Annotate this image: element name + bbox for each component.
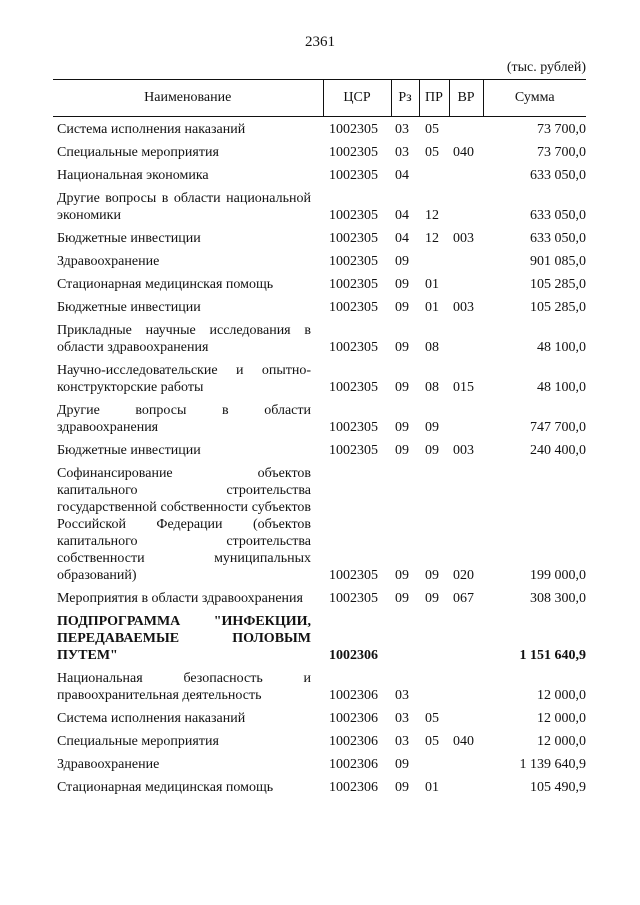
cell-rz: 04 <box>395 231 409 246</box>
cell-sum: 199 000,0 <box>530 568 586 583</box>
cell-sum: 901 085,0 <box>530 254 586 269</box>
cell-name: Другие вопросы в области национальной экономики <box>57 191 311 223</box>
cell-vr <box>449 247 483 270</box>
cell-rz: 04 <box>395 168 409 183</box>
cell-name: Стационарная медицинская помощь <box>57 277 274 292</box>
cell-vr <box>449 184 483 224</box>
cell-rz: 09 <box>395 300 409 315</box>
cell-name: Здравоохранение <box>57 254 160 269</box>
cell-vr: 003 <box>453 300 474 315</box>
cell-csr: 1002305 <box>329 277 378 292</box>
cell-rz: 04 <box>395 208 409 223</box>
table-row <box>53 607 586 664</box>
table-row <box>53 247 586 270</box>
cell-rz: 09 <box>395 568 409 583</box>
column-header-csr: ЦСР <box>323 80 391 117</box>
cell-csr: 1002305 <box>329 300 378 315</box>
cell-sum: 633 050,0 <box>530 208 586 223</box>
cell-vr <box>449 704 483 727</box>
cell-vr <box>449 396 483 436</box>
cell-sum: 105 490,9 <box>530 780 586 795</box>
cell-vr <box>449 316 483 356</box>
cell-pr: 05 <box>425 734 439 749</box>
budget-table <box>53 79 586 796</box>
cell-pr: 09 <box>425 443 439 458</box>
cell-name: Специальные мероприятия <box>57 145 219 160</box>
cell-csr: 1002306 <box>329 734 378 749</box>
cell-vr <box>449 664 483 704</box>
cell-name: Национальная безопасность и правоохранительная деятельность <box>57 671 311 703</box>
cell-sum: 308 300,0 <box>530 591 586 606</box>
cell-sum: 240 400,0 <box>530 443 586 458</box>
cell-name: Другие вопросы в области здравоохранения <box>57 403 311 435</box>
cell-vr: 040 <box>453 734 474 749</box>
cell-pr <box>419 247 449 270</box>
cell-rz: 03 <box>395 734 409 749</box>
cell-csr: 1002305 <box>329 568 378 583</box>
cell-csr: 1002305 <box>329 380 378 395</box>
cell-rz: 09 <box>395 591 409 606</box>
column-header-vr: ВР <box>449 80 483 117</box>
cell-pr: 08 <box>425 340 439 355</box>
cell-name: Софинансирование объектов капитального строительства государственной собственности субъектов Российской Федерации (объектов капитального строительства собственности муниципальных образований) <box>57 466 311 583</box>
table-row <box>53 161 586 184</box>
cell-pr <box>419 607 449 664</box>
cell-vr <box>449 270 483 293</box>
cell-rz: 03 <box>395 688 409 703</box>
cell-pr: 05 <box>425 122 439 137</box>
cell-sum: 12 000,0 <box>537 711 586 726</box>
units-note: (тыс. рублей) <box>506 60 586 75</box>
table-row <box>53 224 586 247</box>
table-row <box>53 138 586 161</box>
cell-csr: 1002306 <box>329 780 378 795</box>
table-row <box>53 270 586 293</box>
cell-name: Система исполнения наказаний <box>57 711 246 726</box>
cell-rz: 09 <box>395 277 409 292</box>
cell-rz <box>391 607 419 664</box>
cell-sum: 633 050,0 <box>530 168 586 183</box>
table-row <box>53 664 586 704</box>
cell-csr: 1002305 <box>329 122 378 137</box>
cell-pr: 08 <box>425 380 439 395</box>
cell-sum: 105 285,0 <box>530 277 586 292</box>
cell-vr: 020 <box>453 568 474 583</box>
cell-vr: 003 <box>453 231 474 246</box>
page-number: 2361 <box>305 34 335 50</box>
cell-rz: 03 <box>395 122 409 137</box>
cell-vr <box>449 607 483 664</box>
table-row <box>53 356 586 396</box>
cell-name: Система исполнения наказаний <box>57 122 246 137</box>
cell-name: ПОДПРОГРАММА "ИНФЕКЦИИ, ПЕРЕДАВАЕМЫЕ ПОЛОВЫМ ПУТЕМ" <box>57 614 311 663</box>
cell-name: Специальные мероприятия <box>57 734 219 749</box>
cell-name: Мероприятия в области здравоохранения <box>57 591 303 606</box>
cell-pr: 05 <box>425 711 439 726</box>
cell-csr: 1002305 <box>329 145 378 160</box>
cell-pr: 01 <box>425 277 439 292</box>
cell-csr: 1002306 <box>329 757 378 772</box>
cell-csr: 1002305 <box>329 420 378 435</box>
table-row <box>53 184 586 224</box>
cell-name: Здравоохранение <box>57 757 160 772</box>
cell-sum: 1 139 640,9 <box>519 757 586 772</box>
cell-vr <box>449 161 483 184</box>
cell-name: Бюджетные инвестиции <box>57 231 201 246</box>
cell-vr: 067 <box>453 591 474 606</box>
header-row <box>53 80 586 117</box>
cell-rz: 09 <box>395 757 409 772</box>
cell-pr: 09 <box>425 591 439 606</box>
cell-csr: 1002306 <box>329 711 378 726</box>
cell-pr: 05 <box>425 145 439 160</box>
column-header-name: Наименование <box>53 80 323 117</box>
cell-vr: 015 <box>453 380 474 395</box>
cell-sum: 48 100,0 <box>537 340 586 355</box>
cell-pr: 09 <box>425 568 439 583</box>
column-header-sum: Сумма <box>483 80 586 117</box>
cell-rz: 09 <box>395 443 409 458</box>
table-row <box>53 117 586 139</box>
cell-name: Бюджетные инвестиции <box>57 300 201 315</box>
column-header-rz: Рз <box>391 80 419 117</box>
column-header-pr: ПР <box>419 80 449 117</box>
table-row <box>53 316 586 356</box>
table-row <box>53 704 586 727</box>
cell-rz: 09 <box>395 420 409 435</box>
table-row <box>53 436 586 459</box>
cell-sum: 12 000,0 <box>537 688 586 703</box>
cell-sum: 105 285,0 <box>530 300 586 315</box>
cell-csr: 1002305 <box>329 168 378 183</box>
cell-vr <box>449 773 483 796</box>
cell-sum: 1 151 640,9 <box>519 648 586 663</box>
cell-sum: 12 000,0 <box>537 734 586 749</box>
cell-sum: 633 050,0 <box>530 231 586 246</box>
cell-rz: 09 <box>395 254 409 269</box>
cell-sum: 48 100,0 <box>537 380 586 395</box>
cell-vr <box>449 750 483 773</box>
cell-vr: 003 <box>453 443 474 458</box>
cell-pr: 12 <box>425 231 439 246</box>
cell-rz: 03 <box>395 145 409 160</box>
cell-pr <box>419 750 449 773</box>
table-row <box>53 773 586 796</box>
cell-pr <box>419 161 449 184</box>
cell-vr: 040 <box>453 145 474 160</box>
cell-rz: 09 <box>395 340 409 355</box>
cell-name: Стационарная медицинская помощь <box>57 780 274 795</box>
table-row <box>53 584 586 607</box>
cell-csr: 1002305 <box>329 208 378 223</box>
cell-name: Бюджетные инвестиции <box>57 443 201 458</box>
cell-name: Национальная экономика <box>57 168 209 183</box>
cell-rz: 09 <box>395 380 409 395</box>
cell-pr: 01 <box>425 780 439 795</box>
cell-sum: 73 700,0 <box>537 122 586 137</box>
cell-csr: 1002305 <box>329 340 378 355</box>
table-row <box>53 750 586 773</box>
cell-pr: 12 <box>425 208 439 223</box>
cell-csr: 1002305 <box>329 443 378 458</box>
table-row <box>53 293 586 316</box>
cell-csr: 1002305 <box>329 231 378 246</box>
table-row <box>53 459 586 584</box>
cell-name: Прикладные научные исследования в области здравоохранения <box>57 323 311 355</box>
cell-pr <box>419 664 449 704</box>
cell-csr: 1002305 <box>329 254 378 269</box>
cell-csr: 1002306 <box>329 648 378 663</box>
cell-name: Научно-исследовательские и опытно-конструкторские работы <box>57 363 311 395</box>
cell-vr <box>449 117 483 139</box>
cell-csr: 1002305 <box>329 591 378 606</box>
cell-pr: 09 <box>425 420 439 435</box>
cell-rz: 03 <box>395 711 409 726</box>
cell-sum: 73 700,0 <box>537 145 586 160</box>
table-row <box>53 396 586 436</box>
cell-sum: 747 700,0 <box>530 420 586 435</box>
cell-rz: 09 <box>395 780 409 795</box>
cell-pr: 01 <box>425 300 439 315</box>
cell-csr: 1002306 <box>329 688 378 703</box>
table-row <box>53 727 586 750</box>
